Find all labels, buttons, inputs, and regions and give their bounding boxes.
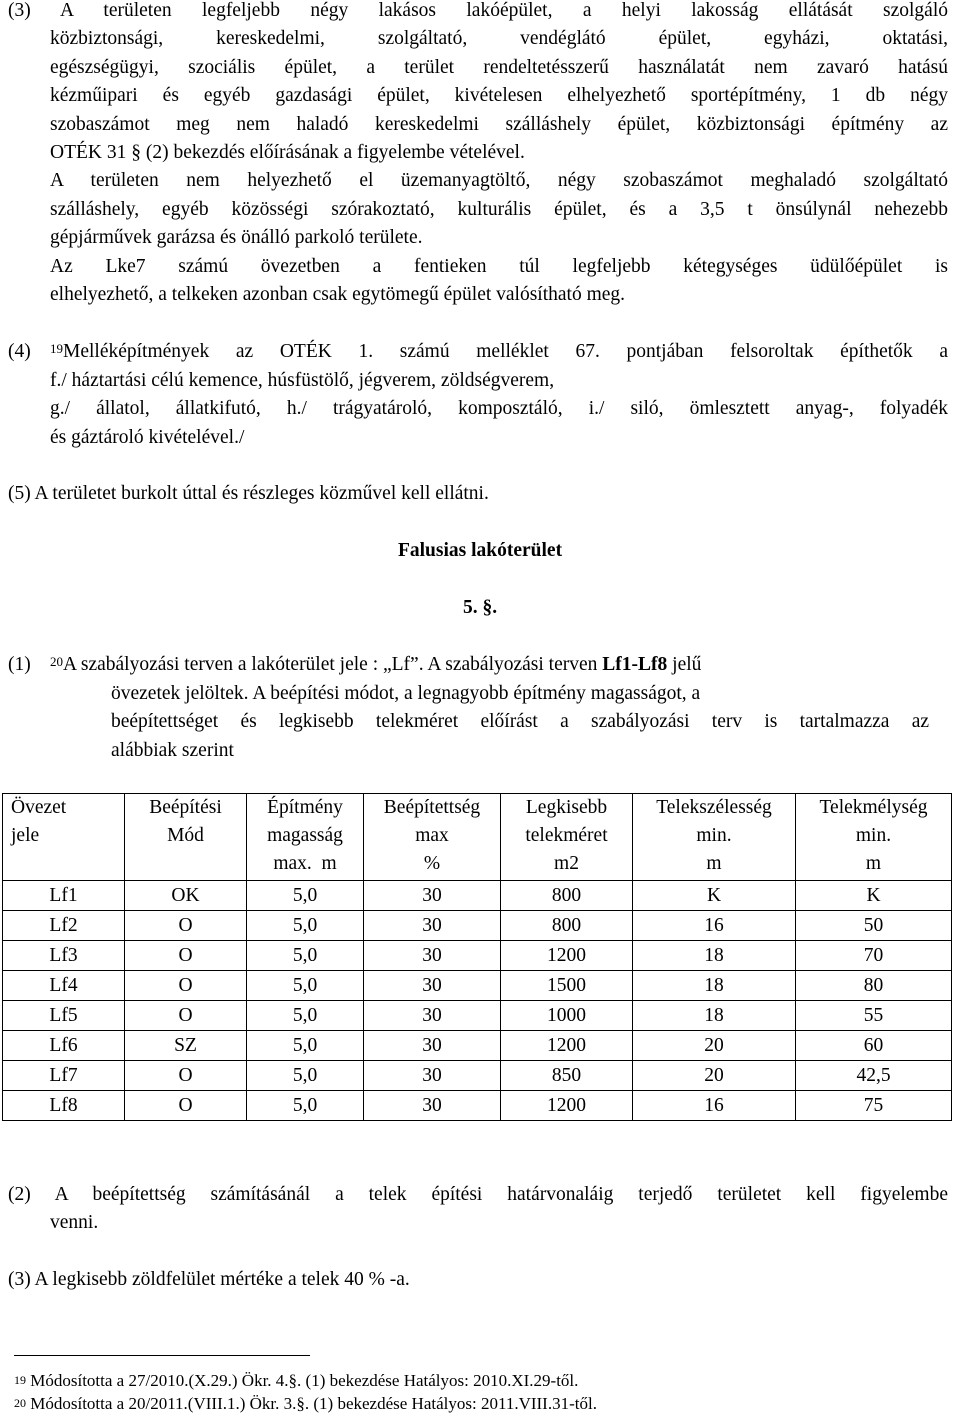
- table-cell: Lf7: [3, 1061, 125, 1091]
- table-cell: 30: [364, 1061, 501, 1091]
- table-cell: OK: [125, 881, 247, 911]
- table-row: [3, 1001, 952, 1031]
- header-line: telekméret: [525, 825, 608, 846]
- header-line: %: [423, 853, 441, 874]
- table-cell: Lf2: [3, 911, 125, 941]
- header-building-mode: [125, 794, 247, 881]
- footnote-19: [14, 1370, 578, 1392]
- table-cell: O: [125, 911, 247, 941]
- footnote-number: 19: [14, 1373, 26, 1387]
- table-cell: 800: [501, 911, 633, 941]
- table-cell: 80: [796, 971, 952, 1001]
- p1-line1-zones: Lf1-Lf8: [602, 654, 668, 675]
- p1-line2: övezetek jelöltek. A beépítési módot, a legnagyobb építmény magasságot, a: [111, 683, 701, 704]
- table-cell: K: [796, 881, 952, 911]
- table-cell: 30: [364, 1001, 501, 1031]
- header-plot-width: [633, 794, 796, 881]
- table-cell: 30: [364, 1031, 501, 1061]
- table-cell: 1500: [501, 971, 633, 1001]
- para3-line5: szobaszámot meg nem haladó kereskedelmi szálláshely épület, közbiztonsági építmény az: [50, 114, 948, 135]
- table-cell: 20: [633, 1061, 796, 1091]
- header-coverage: [364, 794, 501, 881]
- para3-line3: egészségügyi, szociális épület, a terület rendeltetésszerű használatát nem zavaró hatású: [50, 57, 948, 78]
- header-line: Övezet: [11, 797, 67, 818]
- table-cell: 16: [633, 911, 796, 941]
- table-cell: 70: [796, 941, 952, 971]
- p1-line4: alábbiak szerint: [111, 740, 234, 761]
- table-cell: O: [125, 1001, 247, 1031]
- header-line: Telekmélység: [819, 797, 928, 818]
- table-cell: 5,0: [247, 1031, 364, 1061]
- table-row: [3, 1061, 952, 1091]
- table-cell: 18: [633, 1001, 796, 1031]
- para3-line2: közbiztonsági, kereskedelmi, szolgáltató, vendéglátó épület, egyházi, oktatási,: [50, 28, 948, 49]
- table-cell: 60: [796, 1031, 952, 1061]
- header-zone-code: [3, 794, 125, 881]
- table-cell: Lf6: [3, 1031, 125, 1061]
- table-cell: 30: [364, 1091, 501, 1121]
- table-row: [3, 941, 952, 971]
- p3: (3) A legkisebb zöldfelület mértéke a telek 40 % -a.: [8, 1269, 410, 1290]
- para4-number: (4): [8, 341, 31, 362]
- para3-line6: OTÉK 31 § (2) bekezdés előírásának a figyelembe vételével.: [50, 142, 525, 163]
- para3-line9: gépjárművek garázsa és önálló parkoló területe.: [50, 227, 423, 248]
- table-cell: SZ: [125, 1031, 247, 1061]
- header-line: min.: [855, 825, 892, 846]
- table-cell: O: [125, 1091, 247, 1121]
- table-cell: 30: [364, 911, 501, 941]
- table-header-row: [3, 794, 952, 881]
- header-line: Beépítési: [149, 797, 222, 818]
- footnote-separator: [14, 1355, 310, 1356]
- table-cell: 5,0: [247, 941, 364, 971]
- table-cell: 5,0: [247, 1061, 364, 1091]
- table-row: [3, 1031, 952, 1061]
- header-line: m: [706, 853, 722, 874]
- p1-line1: [50, 651, 701, 679]
- table-cell: 30: [364, 971, 501, 1001]
- table-cell: 18: [633, 971, 796, 1001]
- header-line: m2: [554, 853, 579, 874]
- table-cell: Lf4: [3, 971, 125, 1001]
- footnote-ref-19: 19: [50, 341, 63, 356]
- header-line: Telekszélesség: [656, 797, 772, 818]
- header-line: m: [865, 853, 882, 874]
- table-cell: 20: [633, 1031, 796, 1061]
- para3-line7: A területen nem helyezhető el üzemanyagtöltő, négy szobaszámot meghaladó szolgáltató: [50, 170, 948, 191]
- para4-line2: f./ háztartási célú kemence, húsfüstölő, jégverem, zöldségverem,: [50, 370, 555, 391]
- table-cell: 1000: [501, 1001, 633, 1031]
- zone-parameters-table: [2, 793, 952, 1121]
- header-plot-depth: [796, 794, 952, 881]
- table-cell: 1200: [501, 1031, 633, 1061]
- para4-line1-text: Melléképítmények az OTÉK 1. számú melléklet 67. pontjában felsoroltak építhetők a: [63, 341, 948, 362]
- table-cell: 1200: [501, 1091, 633, 1121]
- p1-line1-c: jelű: [667, 654, 702, 675]
- para3-line8: szálláshely, egyéb közösségi szórakoztató, kulturális épület, és a 3,5 t önsúlynál nehezebb: [50, 199, 948, 220]
- para3-line1: (3) A területen legfeljebb négy lakásos lakóépület, a helyi lakosság ellátását szolgáló: [8, 0, 948, 21]
- table-cell: Lf5: [3, 1001, 125, 1031]
- table-cell: K: [633, 881, 796, 911]
- table-row: [3, 881, 952, 911]
- table-row: [3, 1091, 952, 1121]
- table-cell: 75: [796, 1091, 952, 1121]
- footnote-20: [14, 1393, 597, 1415]
- para3-line10: Az Lke7 számú övezetben a fentieken túl legfeljebb kétegységes üdülőépület is: [50, 256, 948, 277]
- table-cell: 5,0: [247, 911, 364, 941]
- header-line: Beépítettség: [383, 797, 481, 818]
- para4-line3: g./ állatol, állatkifutó, h./ trágyatároló, komposztáló, i./ siló, ömlesztett anyag-, folyadék: [50, 398, 948, 419]
- header-line: jele: [11, 825, 40, 846]
- header-building-height: [247, 794, 364, 881]
- table-cell: 30: [364, 881, 501, 911]
- p2-line1: (2) A beépítettség számításánál a telek építési határvonaláig terjedő területet kell figyelembe: [8, 1184, 948, 1205]
- header-line: Építmény: [267, 797, 343, 818]
- table-cell: 5,0: [247, 881, 364, 911]
- table-cell: Lf1: [3, 881, 125, 911]
- p1-line1-a: A szabályozási terven a lakóterület jele : „Lf”. A szabályozási terven: [63, 654, 603, 675]
- table-cell: 18: [633, 941, 796, 971]
- footnote-number: 20: [14, 1396, 26, 1410]
- table-cell: 5,0: [247, 971, 364, 1001]
- header-line: max: [415, 825, 449, 846]
- para4-line1: [50, 338, 948, 366]
- section-heading: Falusias lakóterület: [397, 540, 563, 561]
- table-cell: 50: [796, 911, 952, 941]
- table-cell: 1200: [501, 941, 633, 971]
- header-min-plot-size: [501, 794, 633, 881]
- table-cell: 55: [796, 1001, 952, 1031]
- header-line: magasság: [267, 825, 343, 846]
- table-cell: 5,0: [247, 1091, 364, 1121]
- p1-number: (1): [8, 654, 31, 675]
- table-cell: 16: [633, 1091, 796, 1121]
- para5: (5) A területet burkolt úttal és részleges közművel kell ellátni.: [8, 483, 489, 504]
- table-row: [3, 911, 952, 941]
- table-cell: O: [125, 1061, 247, 1091]
- p2-line2: venni.: [50, 1212, 99, 1233]
- table-cell: 30: [364, 941, 501, 971]
- para3-line11: elhelyezhető, a telkeken azonban csak egytömegű épület valósítható meg.: [50, 284, 626, 305]
- table-cell: 42,5: [796, 1061, 952, 1091]
- header-line: Legkisebb: [525, 797, 608, 818]
- header-line: max. m: [273, 853, 337, 874]
- footnote-text: Módosította a 20/2011.(VIII.1.) Ökr. 3.§. (1) bekezdése Hatályos: 2011.VIII.31-től.: [26, 1394, 597, 1413]
- p1-line3: beépítettséget és legkisebb telekméret előírást a szabályozási terv is tartalmazza az: [111, 711, 929, 732]
- table-cell: Lf3: [3, 941, 125, 971]
- table-cell: 850: [501, 1061, 633, 1091]
- footnote-text: Módosította a 27/2010.(X.29.) Ökr. 4.§. (1) bekezdése Hatályos: 2010.XI.29-től.: [26, 1371, 579, 1390]
- table-row: [3, 971, 952, 1001]
- para3-line4: kézműipari és egyéb gazdasági épület, kivételesen elhelyezhető sportépítmény, 1 db négy: [50, 85, 948, 106]
- table-cell: O: [125, 971, 247, 1001]
- footnote-ref-20: 20: [50, 654, 63, 669]
- header-line: min.: [696, 825, 732, 846]
- table-cell: 800: [501, 881, 633, 911]
- table-cell: 5,0: [247, 1001, 364, 1031]
- table-cell: O: [125, 941, 247, 971]
- table-cell: Lf8: [3, 1091, 125, 1121]
- para4-line4: és gáztároló kivételével./: [50, 427, 245, 448]
- header-line: Mód: [167, 825, 204, 846]
- section-number: 5. §.: [462, 597, 498, 618]
